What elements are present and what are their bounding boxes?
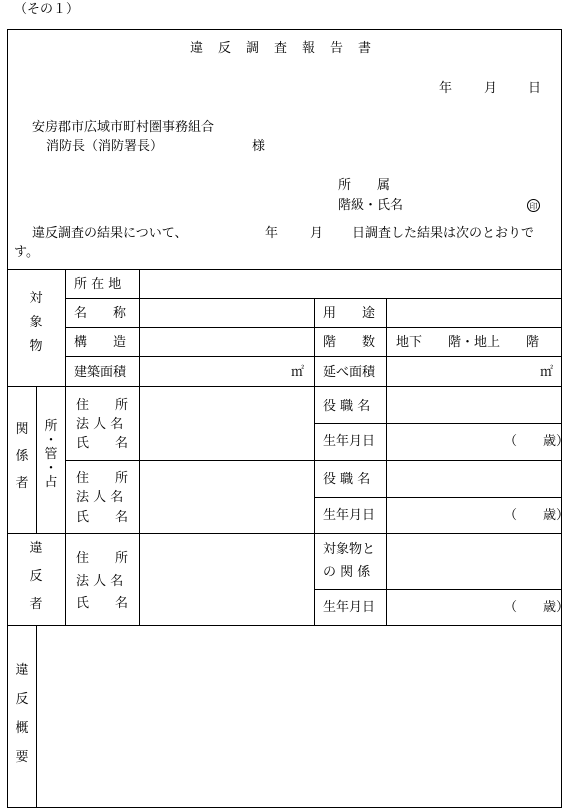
age-field: （ 歳）: [504, 508, 569, 523]
grid-line: [314, 423, 562, 424]
date-month-label: 月: [484, 81, 498, 96]
violation-summary-label: 違 反 概 要: [15, 663, 29, 765]
floor-area-label: 延べ面積: [323, 365, 376, 380]
target-section-label: 対 象 物: [29, 291, 43, 354]
building-area-label: 建築面積: [74, 365, 127, 380]
date-day-label: 日: [528, 81, 542, 96]
floor-area-unit: ㎡: [540, 365, 554, 380]
position-label: 役 職 名: [323, 399, 371, 414]
use-label: 用 途: [323, 306, 376, 321]
addressee-org: 安房郡市広域市町村圏事務組合: [32, 120, 215, 135]
person-name-label: 氏 名: [76, 510, 129, 525]
corporate-name-label: 法 人 名: [76, 417, 124, 432]
addressee-honorific: 様: [252, 139, 266, 154]
floors-value: 地下 階・地上 階: [396, 335, 540, 350]
birthdate-label: 生年月日: [323, 600, 376, 615]
grid-line: [65, 269, 66, 625]
violator-section-label: 違 反 者: [29, 541, 43, 612]
structure-label: 構 造: [74, 335, 127, 350]
intro-month-label: 月: [310, 226, 324, 241]
position-label: 役 職 名: [323, 472, 371, 487]
addressee-chief: 消防長（消防署長）: [46, 139, 164, 154]
affiliation-label: 所 属: [338, 178, 391, 193]
relation-label-line2: の 関 係: [323, 565, 371, 580]
address-label: 住 所: [76, 471, 129, 486]
grid-line: [386, 298, 387, 625]
birthdate-label: 生年月日: [323, 508, 376, 523]
form-title: 違 反 調 査 報 告 書: [190, 41, 373, 56]
grid-line: [314, 589, 562, 590]
seal-icon: 印: [527, 199, 540, 212]
rank-name-label: 階級・氏名: [338, 198, 404, 213]
date-year-label: 年: [439, 81, 453, 96]
age-field: （ 歳）: [504, 600, 569, 615]
address-label: 住 所: [76, 551, 129, 566]
grid-line: [314, 497, 562, 498]
grid-line: [7, 533, 562, 534]
violation-summary-area[interactable]: [37, 626, 561, 807]
grid-line: [36, 386, 37, 533]
grid-line: [7, 386, 562, 387]
person-name-label: 氏 名: [76, 596, 129, 611]
intro-text-line2: す。: [14, 245, 39, 260]
birthdate-label: 生年月日: [323, 434, 376, 449]
person-name-label: 氏 名: [76, 436, 129, 451]
intro-text-a: 違反調査の結果について、: [32, 226, 188, 241]
grid-line: [7, 269, 562, 270]
corporate-name-label: 法 人 名: [76, 490, 124, 505]
page-number-label: （その１）: [14, 2, 80, 17]
corporate-name-label: 法 人 名: [76, 574, 124, 589]
name-label: 名 称: [74, 306, 127, 321]
age-field: （ 歳）: [504, 434, 569, 449]
address-label: 住 所: [76, 398, 129, 413]
building-area-unit: ㎡: [291, 365, 305, 380]
grid-line: [139, 269, 140, 625]
owner-manager-occupant-label: 所 ・ 管 ・ 占: [44, 419, 58, 490]
related-section-label: 関 係 者: [15, 422, 29, 491]
intro-year-label: 年: [265, 226, 279, 241]
floors-label: 階 数: [323, 335, 376, 350]
intro-text-b: 日調査した結果は次のとおりで: [352, 226, 535, 241]
location-label: 所 在 地: [74, 277, 122, 292]
relation-label-line1: 対象物と: [323, 542, 376, 557]
grid-line: [314, 298, 315, 625]
